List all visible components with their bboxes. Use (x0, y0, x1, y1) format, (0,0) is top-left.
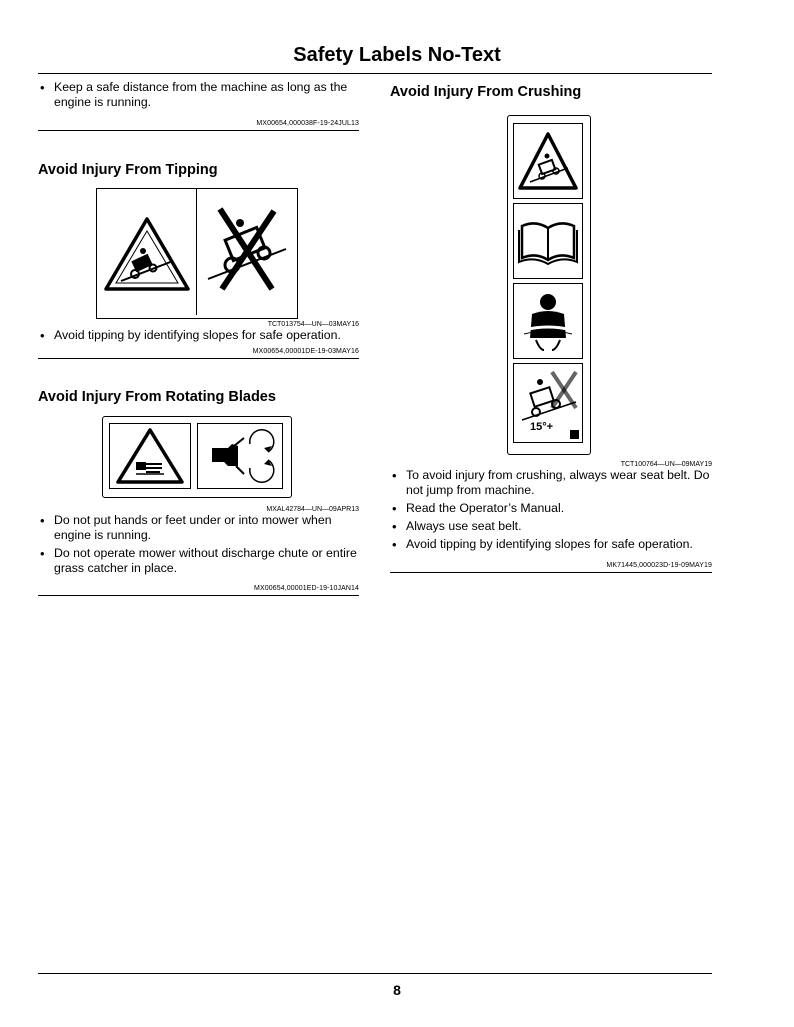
crushing-bullet-list (390, 468, 712, 552)
seat-belt-operator-icon (514, 284, 582, 358)
page-number: 8 (393, 982, 401, 998)
tipping-bullet-list (38, 328, 359, 343)
figure-reference: TCT100764—UN—09MAY19 (620, 461, 712, 468)
bullet-item: • Do not put hands or feet under or into mower when engine is running. (38, 513, 359, 543)
reference-code: MX00654,000038F-19-24JUL13 (256, 120, 359, 127)
tipping-section (38, 162, 359, 359)
left-column (38, 80, 359, 596)
section-heading: Avoid Injury From Crushing (390, 84, 582, 100)
right-column (390, 84, 712, 573)
tractor-rollover-prohibited-icon (198, 189, 294, 315)
hand-cut-by-blades-icon (198, 424, 282, 488)
seat-belt-panel (513, 283, 583, 359)
section-divider (390, 572, 712, 573)
page-title: Safety Labels No-Text (293, 44, 501, 66)
section-heading: Avoid Injury From Rotating Blades (38, 389, 276, 405)
blades-warning-panel (109, 423, 191, 489)
figure-reference: MXAL42784—UN—09APR13 (266, 506, 359, 513)
open-book-icon (514, 204, 582, 278)
tipping-safety-label (96, 188, 298, 319)
crushing-warning-panel (513, 123, 583, 199)
section-divider (38, 358, 359, 359)
footer-rule (38, 973, 712, 974)
bullet-item: • Avoid tipping by identifying slopes for safe operation. (390, 537, 712, 552)
title-rule (38, 73, 712, 74)
intro-section (38, 80, 359, 131)
slope-tipping-panel (513, 363, 583, 443)
section-heading: Avoid Injury From Tipping (38, 162, 218, 178)
blades-section (38, 389, 359, 596)
bullet-item: • Always use seat belt. (390, 519, 712, 534)
no-tipping-panel (198, 189, 294, 315)
crushing-section (390, 84, 712, 573)
section-divider (38, 130, 359, 131)
section-divider (38, 595, 359, 596)
warning-triangle-icon (514, 124, 582, 198)
warning-triangle-icon (97, 189, 197, 315)
intro-bullet-list (38, 80, 359, 110)
reference-code: MX00654,00001ED-19-10JAN14 (254, 585, 359, 592)
bullet-item: • Keep a safe distance from the machine as long as the engine is running. (38, 80, 359, 110)
reference-code: MK71445,000023D-19-09MAY19 (606, 562, 712, 569)
bullet-item: • Read the Operator’s Manual. (390, 501, 712, 516)
bullet-item: • Do not operate mower without discharge chute or entire grass catcher in place. (38, 546, 359, 576)
blades-hand-panel (197, 423, 283, 489)
warning-triangle-icon (110, 424, 190, 488)
blades-bullet-list (38, 513, 359, 576)
slope-angle-label: 15°+ (530, 421, 554, 433)
reference-code: MX00654,00001DE-19-03MAY16 (252, 348, 359, 355)
bullet-item: • To avoid injury from crushing, always wear seat belt. Do not jump from machine. (390, 468, 712, 498)
tipping-warning-panel (97, 189, 197, 315)
figure-reference: TCT013754—UN—03MAY16 (267, 321, 359, 328)
read-manual-panel (513, 203, 583, 279)
rotating-blades-safety-label (102, 416, 292, 498)
bullet-item: • Avoid tipping by identifying slopes for safe operation. (38, 328, 359, 343)
crushing-safety-label (507, 115, 591, 455)
